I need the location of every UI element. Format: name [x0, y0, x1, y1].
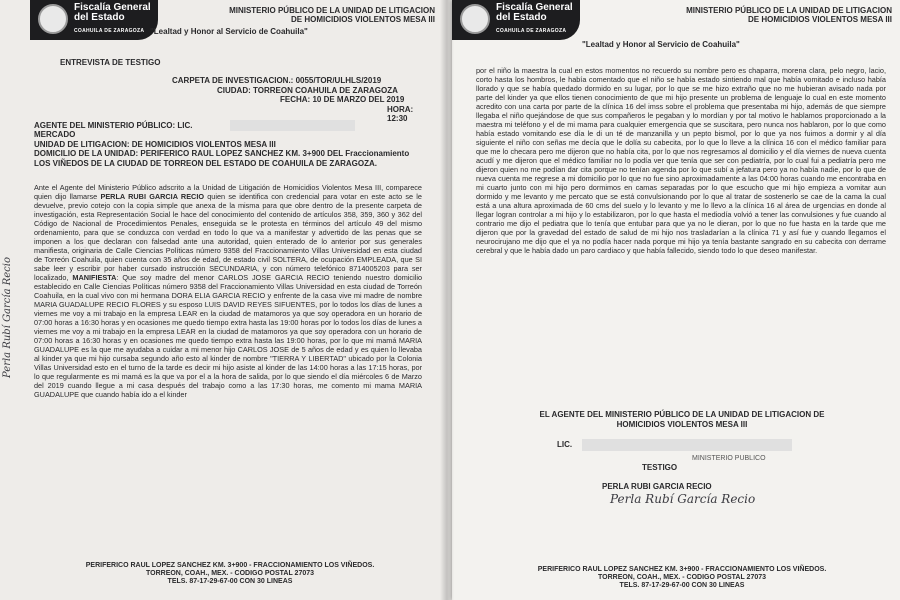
- logo-subtitle: COAHUILA DE ZARAGOZA: [496, 28, 567, 34]
- state-seal-icon: [460, 4, 490, 34]
- footer-line-1: PERIFERICO RAUL LOPEZ SANCHEZ KM. 3+900 - FRACCIONAMIENTO LOS VIÑEDOS.: [537, 566, 827, 573]
- header-line-2: DE HOMICIDIOS VIOLENTOS MESA III: [290, 15, 435, 24]
- footer-line-3: TELS. 87-17-29-67-00 CON 30 LINEAS: [619, 582, 745, 589]
- redaction-block: [230, 120, 355, 131]
- footer-line-2: TORREON, COAH., MEX. - CODIGO POSTAL 27073: [145, 570, 315, 577]
- testigo-label: TESTIGO: [642, 463, 678, 472]
- footer-line-2: TORREON, COAH., MEX. - CODIGO POSTAL 27073: [597, 574, 767, 581]
- footer-line-3: TELS. 87-17-29-67-00 CON 30 LINEAS: [167, 578, 293, 585]
- manifiesta-bold: MANIFIESTA: [72, 273, 117, 282]
- domicilio-line: DOMICILIO DE LA UNIDAD: PERIFERICO RAUL LOPEZ SANCHEZ KM. 3+900 DEL Fraccionamiento LOS VIÑEDOS DE LA CIUDAD DE TORREON DEL ESTADO DE COAHUILA DE ZARAGOZA.: [34, 149, 410, 168]
- header-right: [205, 6, 435, 24]
- fecha-line: FECHA: 10 DE MARZO DEL 2019: [280, 95, 405, 104]
- carpeta-line: CARPETA DE INVESTIGACION.: 0055/TOR/ULHLS/2019: [172, 76, 382, 85]
- unidad-line: UNIDAD DE LITIGACION: DE HOMICIDIOS VIOLENTOS MESA III: [34, 140, 276, 149]
- witness-signature: Perla Rubí García Recio: [610, 492, 756, 506]
- body-generales: quien se identifica con credencial para votar en este acto se le devuelve, previo cotejo con la copia simple que anexa de la misma para que obre dentro de la presente carpeta de investigación, esta Representación Social le hace del conocimiento del contenido de artículos 358, 359, 360 y 362 del Código de Nacional de Procedimientos Penales, enseguida se le protesta en términos del artículo 49 del mismo ordenamiento, para que se conduzca con verdad en todo lo que va a manifestar y advertido de las penas que se imponen a los que declaran con falsedad ante una autoridad, quien enterado de lo anterior por sus generales manifiesta, originaria de Calle Ciencias Políticas número 9358 del Fraccionamiento Villas Universidad en esta ciudad de Torreón Coahuila, quien cuenta con 35 años de edad, de estado civil SOLTERA, de ocupación EMPLEADA, que SI sabe leer y escribir por haber cursado instrucción SECUNDARIA, y con número telefónico 8714005203 para ser localizado,: [34, 192, 422, 282]
- closing-block: [482, 410, 882, 430]
- mercado-line: MERCADO: [34, 130, 76, 139]
- header-line-1: MINISTERIO PÚBLICO DE LA UNIDAD DE LITIGACION: [229, 6, 435, 15]
- doc-title: ENTREVISTA DE TESTIGO: [60, 58, 161, 67]
- margin-signature: Perla Rubí García Recio: [2, 256, 13, 378]
- logo-title: Fiscalía General del Estado: [74, 2, 151, 23]
- redaction-block: [582, 439, 792, 451]
- witness-name-bold: PERLA RUBI GARCIA RECIO: [100, 192, 205, 201]
- hora-line: HORA: 12:30: [387, 104, 414, 123]
- ciudad-line: CIUDAD: TORREON COAHUILA DE ZARAGOZA: [217, 85, 398, 95]
- logo-subtitle: COAHUILA DE ZARAGOZA: [74, 28, 145, 34]
- closing-line-2: HOMICIDIOS VIOLENTOS MESA III: [616, 420, 748, 429]
- fiscalia-logo: [452, 0, 580, 40]
- closing-line-1: EL AGENTE DEL MINISTERIO PÚBLICO DE LA UNIDAD DE LITIGACION DE: [539, 410, 825, 419]
- agente-line: AGENTE DEL MINISTERIO PÚBLICO: LIC.: [34, 121, 193, 130]
- header-right: [662, 6, 892, 24]
- body-intro: Ante el Agente del Ministerio Público adscrito a la Unidad de Litigación de Homicidios Violentos Mesa III, comparece quien dijo llamarse: [34, 183, 422, 201]
- body-text-left: [34, 183, 422, 399]
- header-line-2: DE HOMICIDIOS VIOLENTOS MESA III: [747, 15, 892, 24]
- fiscalia-logo: [30, 0, 158, 40]
- motto: "Lealtad y Honor al Servicio de Coahuila": [582, 40, 740, 49]
- footer-right: [492, 566, 872, 590]
- case-block: [172, 76, 412, 124]
- body-declaration: : Que soy madre del menor CARLOS JOSE GARCIA RECIO teniendo nuestro domicilio establecido en Calle Ciencias Políticas número 9358 del Fraccionamiento Villas Universidad en esta ciudad de Torreón Coahuila, en la cual vivo con mi hermana DORA ELIA GARCIA RECIO y enfrente de la casa vive mi madre de nombre MARIA GUADALUPE RECIO FLORES y su esposo LUIS DAVID REYES SIFUENTES, por lo todos los días de lunes a viernes me voy a mi trabajo en la empresa LEAR en la ciudad de matamoros ya que soy operadora en un horario de 07:00 horas a 16:30 horas y en ocasiones me quedo tiempo extra hasta las 19:00 horas por lo todos los días de lunes a viernes me voy a mi trabajo en la empresa LEAR en la ciudad de matamoros ya que soy operadora con un horario de 07:00 horas a 16:30 horas y en ocasiones me quedo tiempo extra hasta las 19:00 horas, por lo que mi mamá MARIA GUADALUPE es la que me ayudaba a cuidar a mi menor hijo CARLOS JOSE de 5 años de edad y es quien lo llevaba al kinder ya que mi hijo cursaba segundo año esto al kinder de nombre "TIERRA Y LIBERTAD" ubicado por la Colonia Villas Universidad esto en el turno de la tarde es decir mi hijo asiste al kinder de las 14:00 horas a las 17:15 horas, por lo que regularmente es mi mamá es la que va por el a la hora de salida, por lo que siendo el día miércoles 6 de Marzo del 2019 cuando llegue a mi casa después del trabajo como a las 17:30 horas, me comento mi mama MARIA GUADALUPE que cuando había ido a el kinder: [34, 273, 422, 399]
- footer-line-1: PERIFERICO RAUL LOPEZ SANCHEZ KM. 3+900 - FRACCIONAMIENTO LOS VIÑEDOS.: [85, 562, 375, 569]
- logo-title: Fiscalía General del Estado: [496, 2, 573, 23]
- lic-label: LIC.: [557, 440, 573, 449]
- state-seal-icon: [38, 4, 68, 34]
- header-line-1: MINISTERIO PÚBLICO DE LA UNIDAD DE LITIGACION: [686, 6, 892, 15]
- page-fold-shadow: [440, 0, 454, 600]
- motto: "Lealtad y Honor al Servicio de Coahuila": [150, 27, 308, 36]
- stamp-text: MINISTERIO PUBLICO: [692, 455, 766, 462]
- body-text-right: por el niño la maestra la cual en estos momentos no recuerdo su nombre pero es chaparra, morena clara, pelo negro, lacio, corto hasta los hombros, le había comentado que el niño se había estado sintiendo mal que había vomitado e incluso había llorado y que se había quedado dormido en su lugar, por lo que se me hizo extraño que no me hubieran avisado nada por parte del kinder ya que ellos tienen conocimiento de que mi hijo presente un problema de lenguaje lo cual en este momento acredito con una carta por parte de la clínica 16 del imss sobre el problema que presentaba mi hijo, además de que siempre llegaba el niño quejándose de que sus compañeros le pegaban y lo mordían y por tal motivo le hablamos proporcionado a la maestra mi teléfono y el de mi mama para cualquier emergencia que se suscitara, pero nunca nos hablaron, por lo que como había estado vomitando ese día le di un té de manzanilla y un pepto bismol, por lo que ya nos fuimos a dormir y al día siguiente el niño con señas me decía que le dolía su cabecita, por lo que lo lleve a la clínica 16 con el médico familiar para que me lo checara pero me dijeron que no había cita, por lo que nos regresamos al domicilio y el día viernes de nueva cuenta acudí y me dijeron que el médico familiar no lo podía ver que tenía que ser con pediatría, por lo cual fui a pediatría pero me dijeron quien no me podían dar cita porque no tenían agenda por lo que subí a jefatura pero ya no había nadie, por lo que de nueva cuenta me regrese a mi domicilio por lo que no fue sino aproximadamente a las 04:00 horas cuando me encontraba en mi cuarto junto con mi hijo pero dormimos en camas separadas por lo que escucho que mi hijo empieza a vomitar aun dormido y me levanto y me percato que se está convulsionando por lo que al tratar de sostenerlo se cae de la cama la cual está a una altura aproximada de 60 cms del suelo y lo levanto y me lo llevo a la clínica 16 al área de urgencias en donde al llegar logran controlar a mi hijo y lo estabilizaron, por lo que hasta el mediodía volvió a tener las convulsiones y fue cuando al contrario me dijo el pediatra que lo tenía que entubar para que ya no le dieran, por lo que no fue hasta en la tarde que me dijeron que por la gravedad del estado de salud de mi hijo nos trasladarían a la clínica 71 y así fue y cuando llegamos el neurocirujano me dijo que el ya no podía hacer nada porque mi hijo ya tenía bastante sangrado en su cabecita con derrame cerebral y que le había dado un paro cardiaco y que había fallecido, siendo todo lo que deseo manifestar.: [476, 66, 886, 255]
- footer-left: [40, 562, 420, 586]
- right-page: [452, 0, 900, 600]
- witness-name: PERLA RUBI GARCIA RECIO: [602, 482, 712, 491]
